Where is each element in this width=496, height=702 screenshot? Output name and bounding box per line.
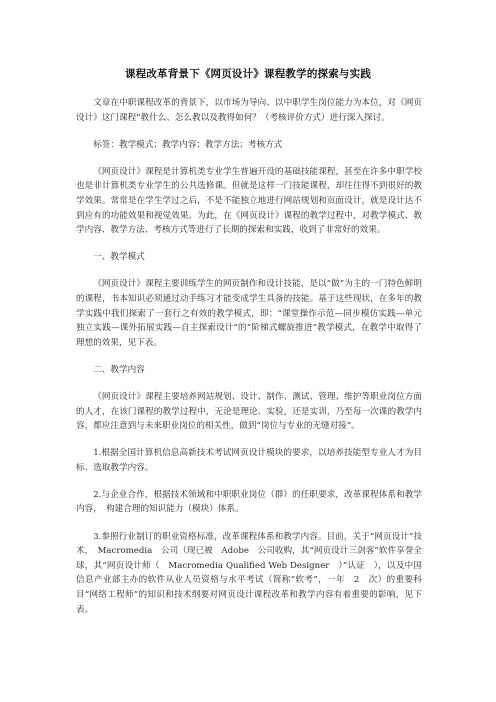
section-heading-teaching-content: 二、教学内容 — [93, 364, 145, 375]
abstract-paragraph: 文章在中职课程改革的背景下，以市场为导向、以中职学生岗位能力为本位，对《网页设计》这门课程“教什么、怎么教以及教得如何？（考核评价方式）进行深入探讨。 — [76, 98, 422, 123]
keywords-paragraph: 标签：教学模式；教学内容；教学方法；考核方式 — [93, 139, 283, 150]
content-item-2: 2.与企业合作，根据技术领域和中职职业岗位（群）的任职要求，改革课程体系和教学内容， 构建合理的知识能力（模块）体系。 — [76, 489, 422, 515]
teaching-content-paragraph: 《网页设计》课程主要培养网站规划、设计、制作、测试、管理、维护等职业岗位方面的人才，在该门课程的教学过程中，无论是理论、实验，还是实训，乃至每一次课的教学内容，都应注意到与未来职业岗位的相关性，做到“岗位与专业的无缝对接”。 — [76, 391, 422, 432]
document-title: 课程改革背景下《网页设计》课程教学的探索与实践 — [124, 68, 372, 80]
intro-paragraph: 《网页设计》课程是计算机类专业学生普遍开设的基础技能课程，甚至在许多中职学校也是非计算机类专业学生的公共选修课。但就是这样一门技能课程，却往往得不到很好的教学效果。常常是在学生学过之后，不是不能独立地进行网站规划和页面设计，就是设计达不到应有的功能效果和视觉效果。为此，在《网页设计》课程的教学过程中，对教学模式、教学内容、教学方法、考核方式等进行了长期的探索和实践，收到了非常好的效果。 — [76, 166, 422, 236]
document-body — [76, 96, 422, 630]
content-item-3: 3.参照行业制订的职业资格标准，改革课程体系和教学内容。目前，关于“网页设计”技术， Macromedia 公司（现已被 Adobe 公司收购，其“网页设计三剑客”软件享誉全球，其“网页设计师（ Macromedia Qualified Web Designer ）”认证 ），以及中国信息产业部主办的软件从业人员资格与水平考试（简称“软考”，一年 2 次）的重要科目“网络工程师”的知识和技术纲要对网页设计课程改革和教学内容有着重要的影响，见下表。 — [76, 531, 422, 615]
teaching-mode-paragraph: 《网页设计》课程主要训练学生的网页制作和设计技能，是以“做”为主的一门特色鲜明的课程，书本知识必须通过动手练习才能变成学生具备的技能。基于这些现状，在多年的教学实践中我们探索了一套行之有效的教学模式，即：“课堂操作示范—同步模仿实践—单元独立实践—课外拓展实践—自主探索设计”的“阶梯式螺旋推进”教学模式，在教学中取得了理想的效果，见下表。 — [76, 279, 422, 348]
section-heading-teaching-mode: 一、教学模式 — [93, 252, 145, 263]
content-item-1: 1.根据全国计算机信息高新技术考试网页设计模块的要求，以培养技能型专业人才为目标、选取教学内容。 — [76, 448, 422, 473]
